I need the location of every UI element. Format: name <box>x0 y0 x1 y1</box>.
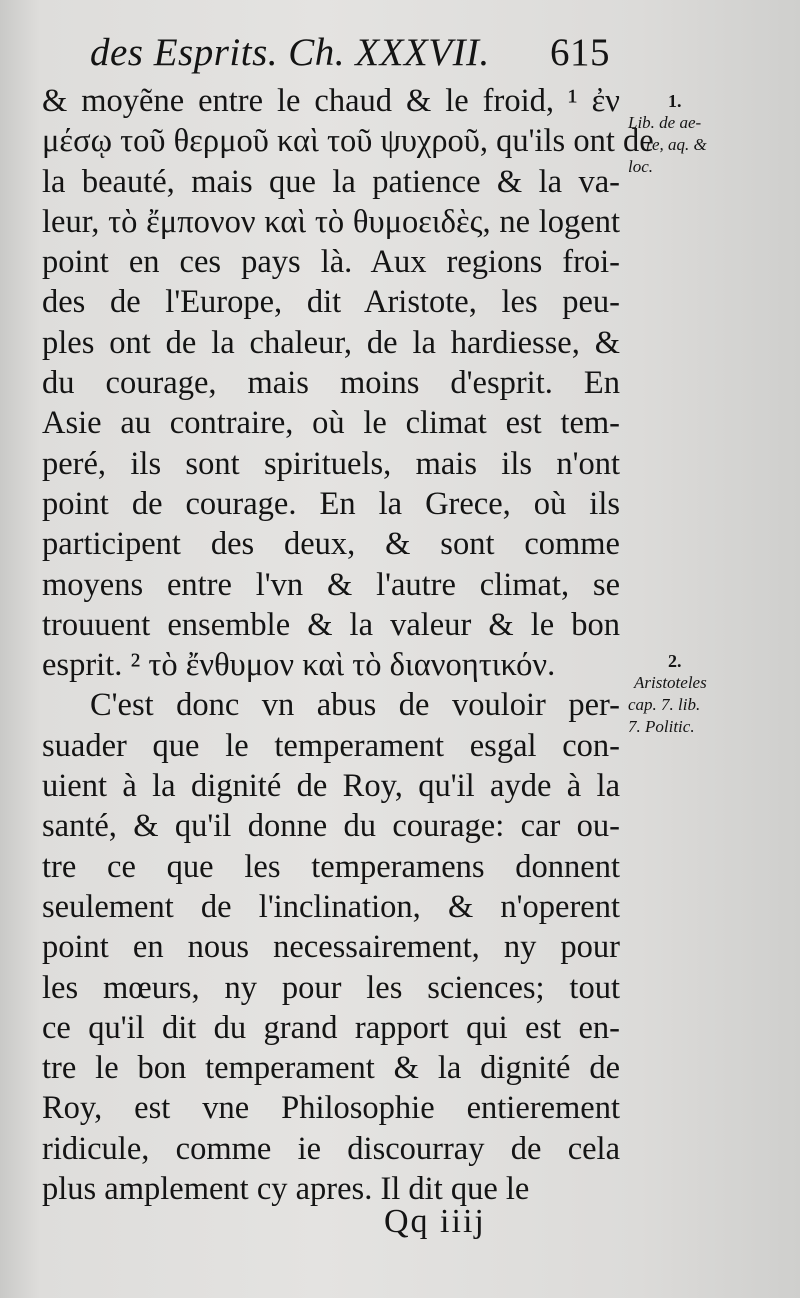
margin-note-line: cap. 7. lib. <box>628 695 701 714</box>
text-line: du courage, mais moins d'esprit. En <box>42 365 620 402</box>
paragraph-start-line: C'est donc vn abus de vouloir per- <box>90 687 620 724</box>
text-line: ce qu'il dit du grand rapport qui est en- <box>42 1009 620 1046</box>
signature-mark: Qq iiij <box>384 1203 486 1240</box>
page-header <box>90 30 610 80</box>
text-line: seulement de l'inclination, & n'operent <box>42 888 620 925</box>
text-line: ples ont de la chaleur, de la hardiesse, & <box>42 324 620 361</box>
text-line: Asie au contraire, où le climat est tem- <box>42 405 620 442</box>
page-number: 615 <box>550 31 610 74</box>
margin-note-number: 2. <box>668 651 682 671</box>
text-line: suader que le temperament esgal con- <box>42 727 620 764</box>
text-line: la beauté, mais que la patience & la va- <box>42 163 620 200</box>
text-line: participent des deux, & sont comme <box>42 526 620 563</box>
margin-note-line: Aristoteles <box>634 673 707 692</box>
margin-note-line: loc. <box>628 157 654 176</box>
text-line: tre le bon temperament & la dignité de <box>42 1050 620 1087</box>
text-line: esprit. ² τὸ ἔνθυμον καὶ τὸ διανοητικόν. <box>42 647 556 684</box>
margin-note-1 <box>628 90 778 178</box>
text-line: point en ces pays là. Aux regions froi- <box>42 244 620 281</box>
text-line: tre ce que les temperamens donnent <box>42 848 620 885</box>
margin-note-line: re, aq. & <box>646 135 707 154</box>
text-line: ridicule, comme ie discourray de cela <box>42 1130 620 1167</box>
text-line: point en nous necessairement, ny pour <box>42 929 620 966</box>
text-line: santé, & qu'il donne du courage: car ou- <box>42 808 620 845</box>
text-line: & moyẽne entre le chaud & le froid, ¹ ἐν <box>42 83 620 119</box>
margin-note-line: 7. Politic. <box>628 717 695 736</box>
text-line: trouuent ensemble & la valeur & le bon <box>42 606 620 643</box>
text-line: point de courage. En la Grece, où ils <box>42 485 620 522</box>
text-line: Roy, est vne Philosophie entierement <box>42 1090 620 1127</box>
text-line: μέσῳ τοῦ θερμοῦ καὶ τοῦ ψυχροῦ, qu'ils ont de <box>42 123 654 160</box>
margin-note-line: Lib. de ae- <box>628 113 702 132</box>
text-line: des de l'Europe, dit Aristote, les peu- <box>42 284 620 321</box>
margin-note-2 <box>628 650 778 738</box>
margin-note-number: 1. <box>668 91 682 111</box>
text-line: plus amplement cy apres. Il dit que le <box>42 1171 530 1208</box>
text-line: uient à la dignité de Roy, qu'il ayde à la <box>42 768 620 805</box>
text-line: leur, τὸ ἔμπονον καὶ τὸ θυμοειδὲς, ne logent <box>42 203 620 240</box>
text-line: moyens entre l'vn & l'autre climat, se <box>42 566 620 603</box>
text-line: les mœurs, ny pour les sciences; tout <box>42 969 620 1006</box>
running-title: des Esprits. Ch. XXXVII. <box>90 31 490 74</box>
text-line: peré, ils sont spirituels, mais ils n'ont <box>42 445 620 482</box>
